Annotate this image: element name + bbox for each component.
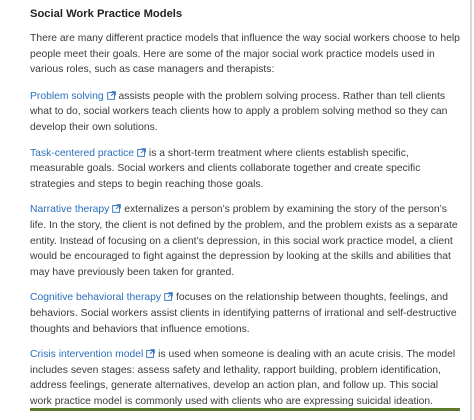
model-task-centered bbox=[30, 146, 460, 193]
external-link-icon bbox=[112, 204, 121, 213]
page-edge-divider bbox=[470, 0, 472, 420]
model-crisis-intervention bbox=[30, 347, 460, 409]
external-link-icon bbox=[164, 292, 173, 301]
problem-solving-link[interactable]: Problem solving bbox=[30, 91, 116, 102]
section-bottom-rule bbox=[30, 408, 460, 411]
model-problem-solving bbox=[30, 89, 460, 136]
section-heading: Social Work Practice Models bbox=[30, 8, 183, 20]
model-cognitive-behavioral bbox=[30, 290, 460, 337]
external-link-icon bbox=[146, 349, 155, 358]
model-narrative-therapy bbox=[30, 202, 460, 280]
model-description: externalizes a person’s problem by examining the story of the person’s life. In the story, the client is not defined by the problem, and the problem exists as a separate entity. Instead of focusing on a client’s depression, in this social work practice model, a client would be encouraged to fight against the depression by looking at the skills and abilities that may have previously been taken for granted. bbox=[30, 204, 458, 278]
crisis-intervention-model-link[interactable]: Crisis intervention model bbox=[30, 349, 155, 360]
model-description: focuses on the relationship between thoughts, feelings, and behaviors. Social workers assist clients in identifying patterns of irrational and self-destructive thoughts and behaviors that influence emotions. bbox=[30, 292, 457, 335]
model-description: is a short-term treatment where clients establish specific, measurable goals. Social workers and clients collaborate together and create specific strategies and steps to begin reaching those goals. bbox=[30, 147, 421, 190]
external-link-icon bbox=[137, 148, 146, 157]
external-link-icon bbox=[107, 91, 116, 100]
intro-paragraph: There are many different practice models that influence the way social workers choose to help people meet their goals. Here are some of the major social work practice models used in various roles, such as case managers and therapists: bbox=[30, 33, 460, 76]
task-centered-practice-link[interactable]: Task-centered practice bbox=[30, 148, 146, 159]
cognitive-behavioral-therapy-link[interactable]: Cognitive behavioral therapy bbox=[30, 292, 173, 303]
narrative-therapy-link[interactable]: Narrative therapy bbox=[30, 204, 121, 215]
model-description: is used when someone is dealing with an acute crisis. The model includes seven stages: assess safety and lethality, rapport building, problem identification, address feelings, generate alternatives, develop an action plan, and follow up. This social work practice model is commonly used with clients who are expressing suicidal ideation. bbox=[30, 349, 456, 407]
model-description: assists people with the problem solving process. Rather than tell clients what to do, social workers teach clients how to apply a problem solving method so they can develop their own solutions. bbox=[30, 90, 448, 133]
article-content bbox=[30, 6, 460, 419]
